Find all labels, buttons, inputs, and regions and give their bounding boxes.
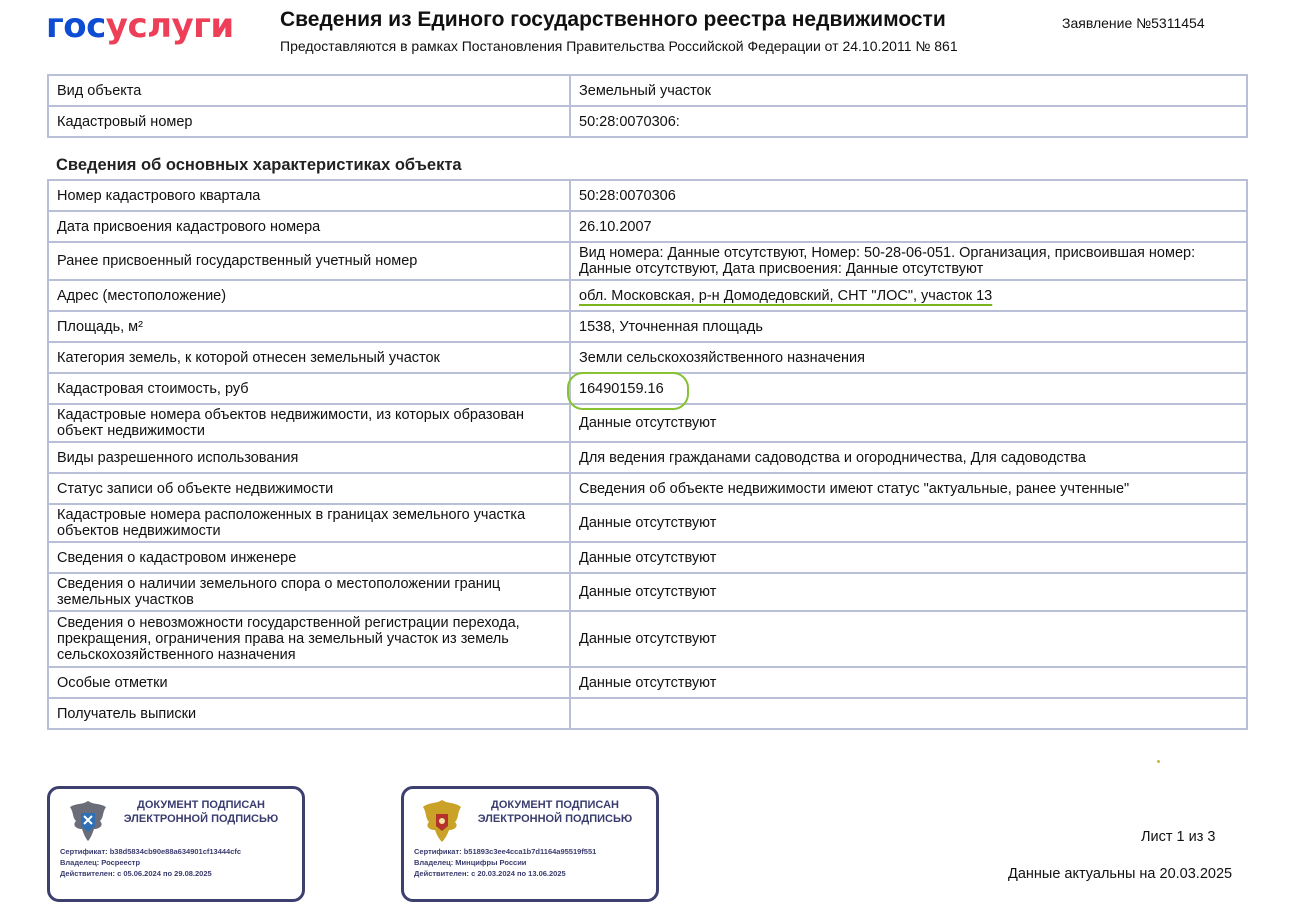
- row-label: Дата присвоения кадастрового номера: [48, 211, 570, 242]
- row-value: 1538, Уточненная площадь: [570, 311, 1247, 342]
- row-value: [570, 280, 1247, 311]
- row-value: Данные отсутствуют: [570, 573, 1247, 611]
- characteristics-table: [47, 179, 1248, 730]
- signature-stamp-mintsifry: [401, 786, 659, 902]
- stamp-owner: Владелец: Минцифры России: [414, 858, 527, 867]
- rosreestr-emblem-icon: [62, 795, 114, 847]
- stamp-certificate: Сертификат: b51893c3ee4cca1b7d1164a95519f551: [414, 847, 597, 856]
- document-title: Сведения из Единого государственного реестра недвижимости: [280, 8, 946, 31]
- address-value: обл. Московская, р-н Домодедовский, СНТ "ЛОС", участок 13: [579, 287, 993, 304]
- row-label: Категория земель, к которой отнесен земельный участок: [48, 342, 570, 373]
- table-row: [48, 404, 1247, 442]
- row-label: Ранее присвоенный государственный учетный номер: [48, 242, 570, 280]
- coat-of-arms-icon: [416, 795, 468, 847]
- row-label: Кадастровые номера объектов недвижимости, из которых образован объект недвижимости: [48, 404, 570, 442]
- row-value: Земли сельскохозяйственного назначения: [570, 342, 1247, 373]
- row-label: Кадастровые номера расположенных в границах земельного участка объектов недвижимости: [48, 504, 570, 542]
- sheet-number: Лист 1 из 3: [1141, 829, 1216, 845]
- row-value: Земельный участок: [570, 75, 1247, 106]
- table-row: [48, 75, 1247, 106]
- row-value: Данные отсутствуют: [570, 611, 1247, 667]
- document-subtitle: Предоставляются в рамках Постановления Правительства Российской Федерации от 24.10.2011 № 861: [280, 38, 958, 54]
- table-row: [48, 373, 1247, 404]
- row-label: Сведения о невозможности государственной регистрации перехода, прекращения, ограничения права на земельный участок из земель сельскохозяйственного назначения: [48, 611, 570, 667]
- row-value: Сведения об объекте недвижимости имеют статус "актуальные, ранее учтенные": [570, 473, 1247, 504]
- row-label: Сведения о наличии земельного спора о местоположении границ земельных участков: [48, 573, 570, 611]
- object-table: [47, 74, 1248, 138]
- row-label: Площадь, м²: [48, 311, 570, 342]
- table-row: [48, 180, 1247, 211]
- stamp-validity: Действителен: с 20.03.2024 по 13.06.2025: [414, 869, 566, 878]
- row-label: Особые отметки: [48, 667, 570, 698]
- stamp-validity: Действителен: с 05.06.2024 по 29.08.2025: [60, 869, 212, 878]
- table-row: [48, 442, 1247, 473]
- row-label: Кадастровая стоимость, руб: [48, 373, 570, 404]
- highlight-circle: [567, 372, 689, 410]
- table-row: [48, 611, 1247, 667]
- table-row: [48, 667, 1247, 698]
- application-number: Заявление №5311454: [1062, 15, 1205, 31]
- row-value: [570, 698, 1247, 729]
- row-value: [570, 373, 1247, 404]
- stray-dot: [1157, 760, 1160, 763]
- row-value: 50:28:0070306:: [570, 106, 1247, 137]
- table-row: [48, 504, 1247, 542]
- table-row: [48, 573, 1247, 611]
- table-row: [48, 311, 1247, 342]
- stamp-title: ДОКУМЕНТ ПОДПИСАН ЭЛЕКТРОННОЙ ПОДПИСЬЮ: [123, 799, 279, 825]
- row-value: Для ведения гражданами садоводства и огородничества, Для садоводства: [570, 442, 1247, 473]
- row-value: 50:28:0070306: [570, 180, 1247, 211]
- row-label: Номер кадастрового квартала: [48, 180, 570, 211]
- table-row: [48, 211, 1247, 242]
- table-row: [48, 280, 1247, 311]
- row-label: Вид объекта: [48, 75, 570, 106]
- table-row: [48, 542, 1247, 573]
- row-value: Данные отсутствуют: [570, 504, 1247, 542]
- table-row: [48, 106, 1247, 137]
- row-label: Кадастровый номер: [48, 106, 570, 137]
- table-row: [48, 242, 1247, 280]
- signature-stamp-rosreestr: [47, 786, 305, 902]
- cadastral-cost-value: 16490159.16: [579, 380, 664, 397]
- row-label: Сведения о кадастровом инженере: [48, 542, 570, 573]
- stamp-title: ДОКУМЕНТ ПОДПИСАН ЭЛЕКТРОННОЙ ПОДПИСЬЮ: [477, 799, 633, 825]
- row-value: Вид номера: Данные отсутствуют, Номер: 50-28-06-051. Организация, присвоившая номер: Данные отсутствуют, Дата присвоения: Данные отсутствуют: [570, 242, 1247, 280]
- gosuslugi-logo: госуслуги: [46, 6, 234, 46]
- stamp-owner: Владелец: Росреестр: [60, 858, 141, 867]
- section-title: Сведения об основных характеристиках объекта: [56, 156, 462, 174]
- row-value: Данные отсутствуют: [570, 667, 1247, 698]
- table-row: [48, 342, 1247, 373]
- row-label: Виды разрешенного использования: [48, 442, 570, 473]
- row-value: 26.10.2007: [570, 211, 1247, 242]
- row-label: Статус записи об объекте недвижимости: [48, 473, 570, 504]
- row-label: Адрес (местоположение): [48, 280, 570, 311]
- table-row: [48, 473, 1247, 504]
- table-row: [48, 698, 1247, 729]
- row-value: Данные отсутствуют: [570, 404, 1247, 442]
- stamp-certificate: Сертификат: b38d5834cb90e88a634901cf13444cfc: [60, 847, 242, 856]
- row-label: Получатель выписки: [48, 698, 570, 729]
- data-actual-date: Данные актуальны на 20.03.2025: [1008, 866, 1233, 882]
- row-value: Данные отсутствуют: [570, 542, 1247, 573]
